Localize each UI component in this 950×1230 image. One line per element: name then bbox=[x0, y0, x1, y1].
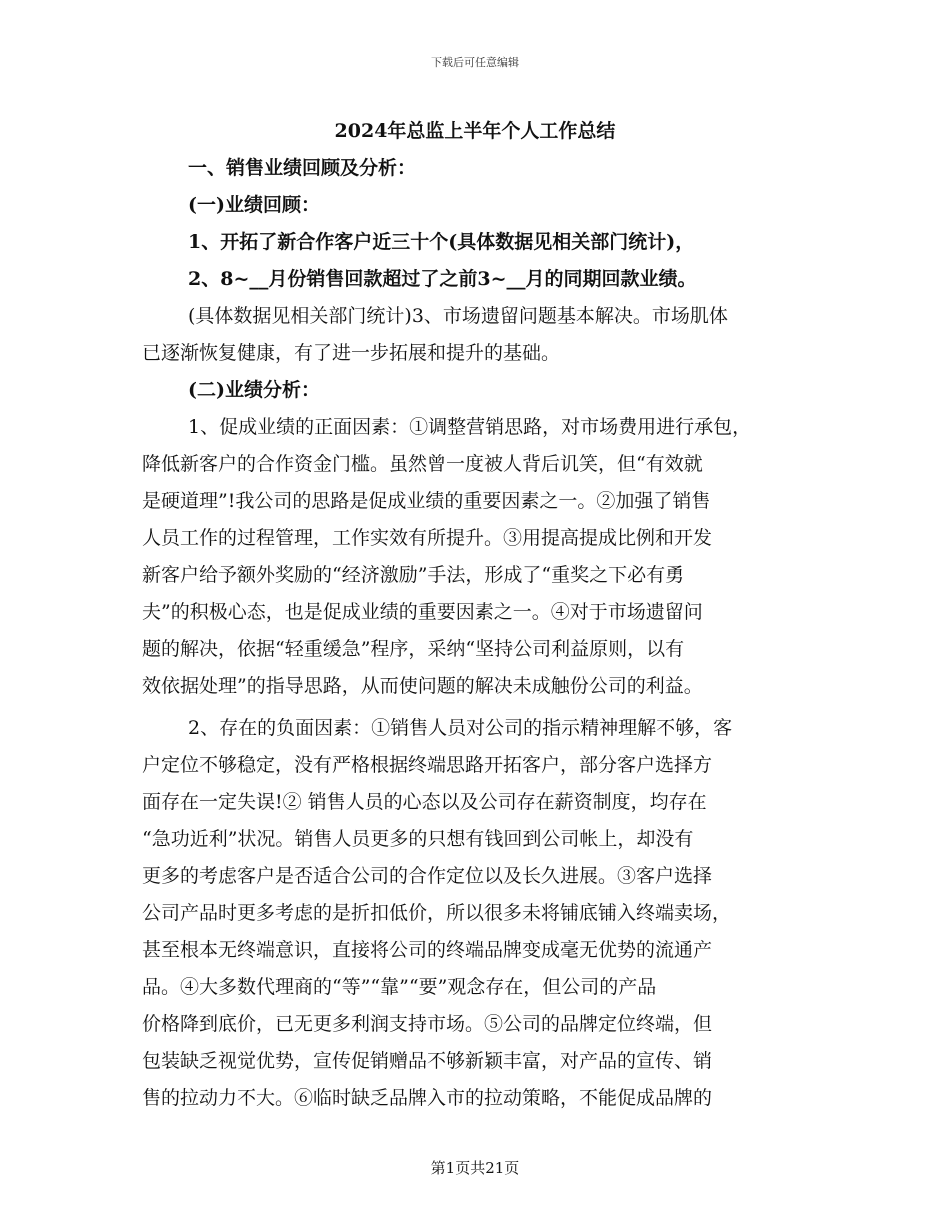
section-heading: 一、销售业绩回顾及分析： bbox=[188, 157, 417, 179]
paragraph-line: 效依据处理”的指导思路，从而使问题的解决未成触份公司的利益。 bbox=[142, 675, 703, 697]
page-footer: 第1页共21页 bbox=[430, 1159, 520, 1177]
paragraph-line: 降低新客户的合作资金门槛。虽然曾一度被人背后讥笑，但“有效就 bbox=[142, 453, 703, 475]
paragraph-line: 户定位不够稳定，没有严格根据终端思路开拓客户，部分客户选择方 bbox=[142, 754, 713, 776]
paragraph-line: 品。④大多数代理商的“等”“靠”“要”观念存在，但公司的产品 bbox=[142, 976, 657, 998]
list-item: 1、开拓了新合作客户近三十个(具体数据见相关部门统计)， bbox=[188, 231, 695, 253]
paragraph-line: 更多的考虑客户是否适合公司的合作定位以及长久进展。③客户选择 bbox=[142, 865, 713, 887]
paragraph-line: 是硬道理”!我公司的思路是促成业绩的重要因素之一。②加强了销售 bbox=[142, 490, 711, 512]
paragraph-line: 2、存在的负面因素：①销售人员对公司的指示精神理解不够，客 bbox=[188, 717, 733, 739]
document-title: 2024年总监上半年个人工作总结 bbox=[334, 120, 616, 142]
paragraph-line: 1、促成业绩的正面因素：①调整营销思路，对市场费用进行承包， bbox=[188, 416, 752, 438]
paragraph-line: 人员工作的过程管理，工作实效有所提升。③用提高提成比例和开发 bbox=[142, 527, 713, 549]
paragraph-line: 面存在一定失误!② 销售人员的心态以及公司存在薪资制度，均存在 bbox=[142, 791, 707, 813]
paragraph-line: (具体数据见相关部门统计)3、市场遗留问题基本解决。市场肌体 bbox=[188, 305, 728, 327]
paragraph-line: “急功近利”状况。销售人员更多的只想有钱回到公司帐上，却没有 bbox=[142, 828, 694, 850]
paragraph-line: 包装缺乏视觉优势，宣传促销赠品不够新颖丰富，对产品的宣传、销 bbox=[142, 1050, 713, 1072]
paragraph-line: 夫”的积极心态，也是促成业绩的重要因素之一。④对于市场遗留问 bbox=[142, 601, 703, 623]
list-item: 2、8~__月份销售回款超过了之前3~__月的同期回款业绩。 bbox=[188, 268, 697, 290]
paragraph-line: 公司产品时更多考虑的是折扣低价，所以很多未将铺底铺入终端卖场， bbox=[142, 902, 732, 924]
subsection-heading: (一)业绩回顾： bbox=[188, 194, 320, 216]
paragraph-line: 甚至根本无终端意识，直接将公司的终端品牌变成毫无优势的流通产 bbox=[142, 939, 713, 961]
paragraph-line: 新客户给予额外奖励的“经济激励”手法，形成了“重奖之下必有勇 bbox=[142, 564, 685, 586]
paragraph-line: 已逐渐恢复健康，有了进一步拓展和提升的基础。 bbox=[142, 342, 561, 364]
paragraph-line: 售的拉动力不大。⑥临时缺乏品牌入市的拉动策略，不能促成品牌的 bbox=[142, 1087, 713, 1109]
subsection-heading: (二)业绩分析： bbox=[188, 379, 320, 401]
document-body bbox=[142, 150, 814, 1117]
page-header: 下载后可任意编辑 bbox=[431, 56, 519, 69]
paragraph-line: 题的解决，依据“轻重缓急”程序，采纳“坚持公司利益原则，以有 bbox=[142, 638, 685, 660]
paragraph-line: 价格降到底价，已无更多利润支持市场。⑤公司的品牌定位终端，但 bbox=[142, 1013, 713, 1035]
